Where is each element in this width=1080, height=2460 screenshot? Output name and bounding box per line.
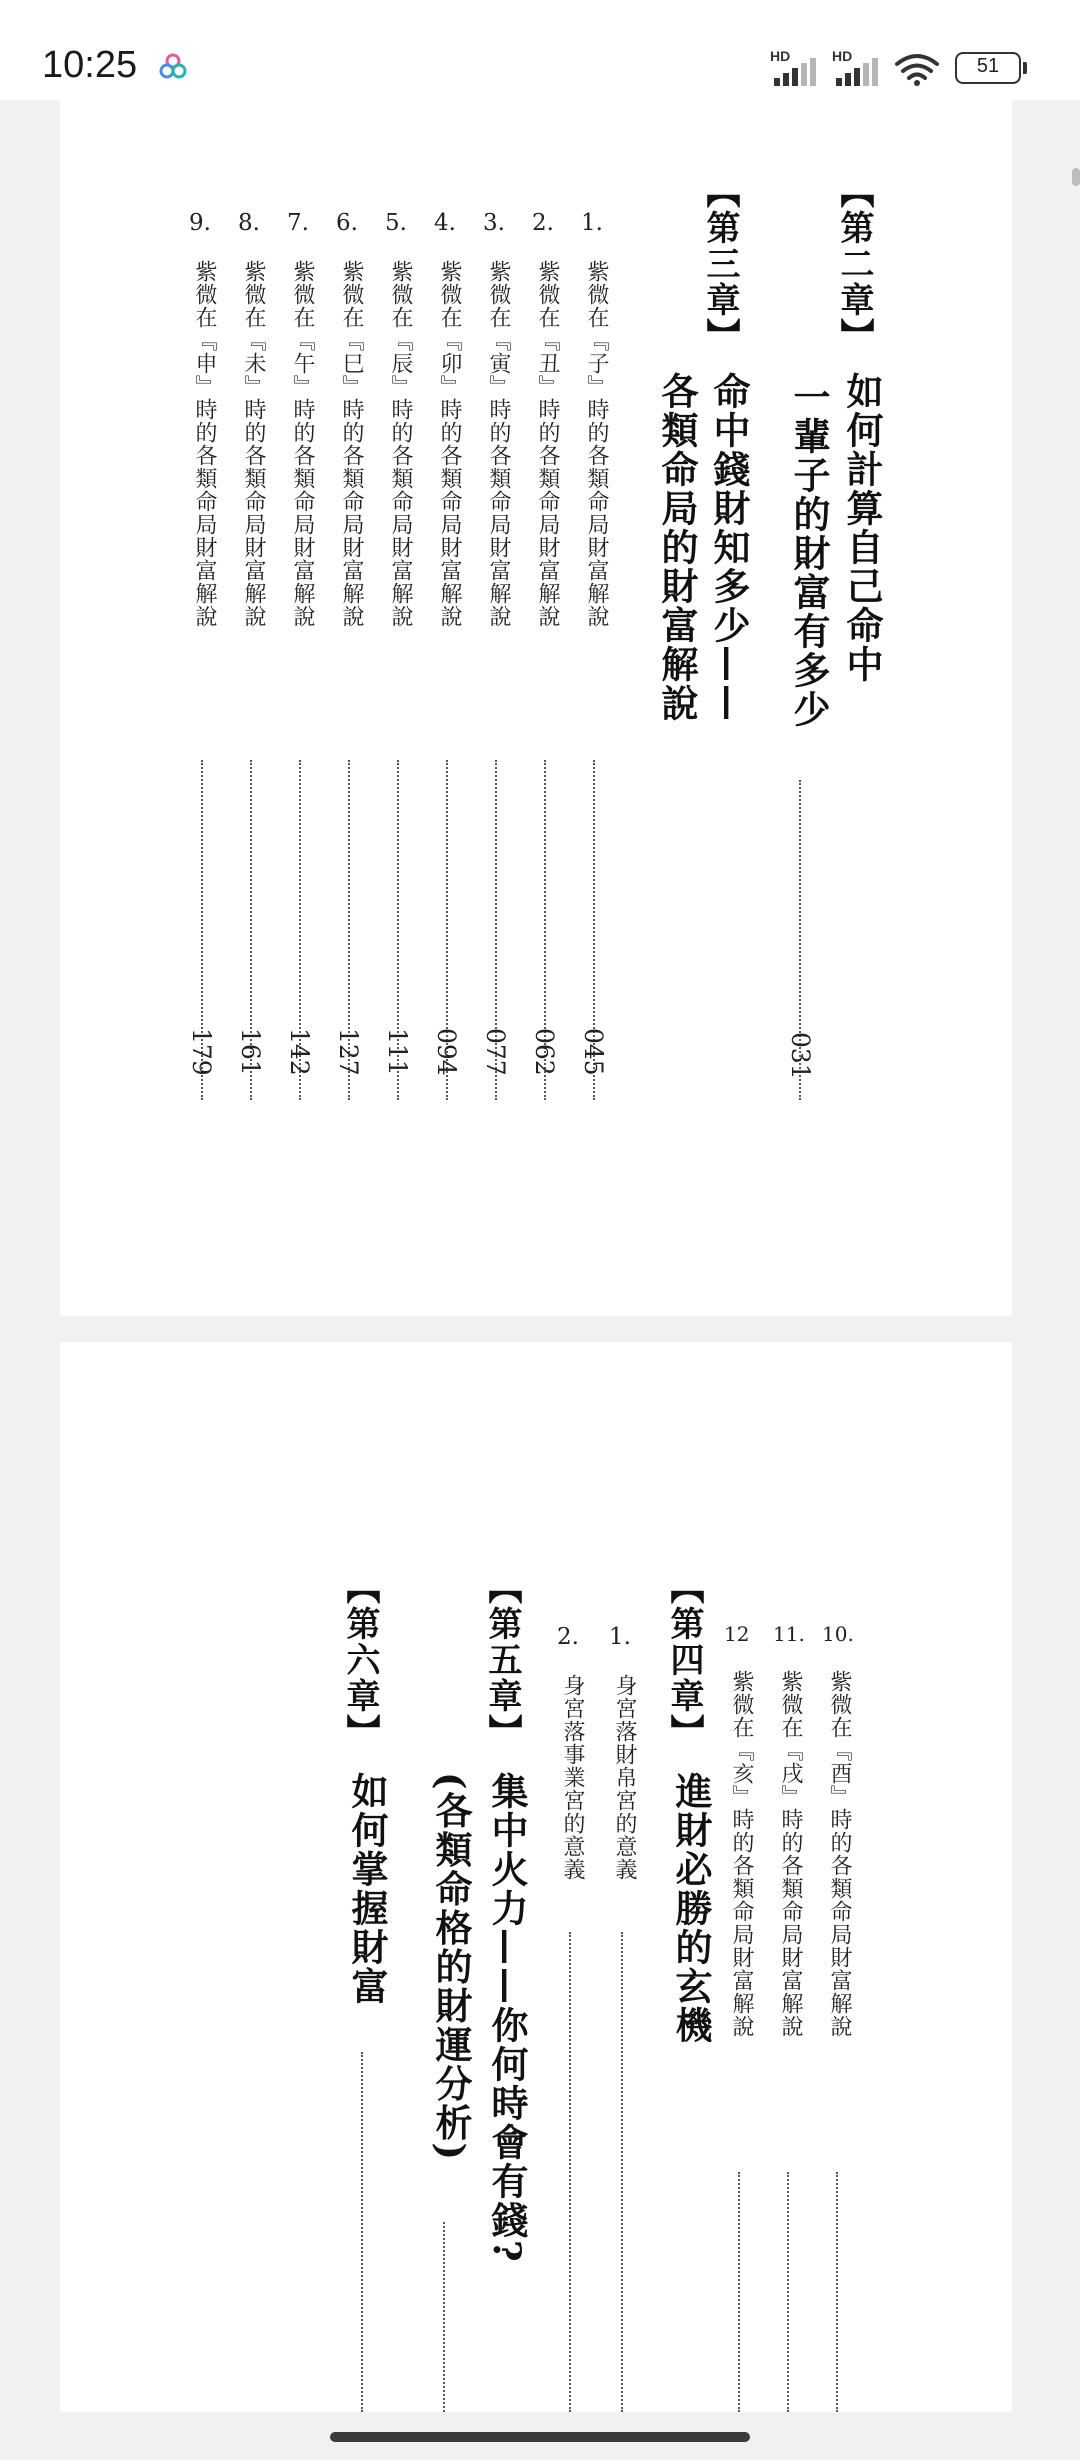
chapter-4-title: 進財必勝的玄機 (669, 1772, 713, 2045)
chapter-4-label: 【第四章】 (664, 1570, 704, 1750)
chapter-3-title-line1: 命中錢財知多少—— (707, 372, 751, 723)
app-notification-icon (158, 52, 188, 82)
wifi-icon (893, 52, 941, 86)
toc-item-page-number: 142 (285, 1028, 314, 1076)
toc-item-text: 紫微在『卯』時的各類命局財富解說 (437, 260, 462, 628)
document-page-1[interactable] (60, 100, 1012, 1316)
toc-item-text: 紫微在『未』時的各類命局財富解說 (241, 260, 266, 628)
status-bar (0, 0, 1080, 100)
toc-item-text: 紫微在『戌』時的各類命局財富解說 (778, 1670, 803, 2038)
toc-item-number: 2. (532, 210, 554, 236)
leader-dots (621, 1932, 623, 2412)
toc-item-text: 身宮落事業宮的意義 (560, 1674, 585, 1881)
toc-item-text: 紫微在『巳』時的各類命局財富解說 (339, 260, 364, 628)
toc-item-page-number: 111 (383, 1028, 412, 1076)
chapter-3-label: 【第三章】 (700, 174, 740, 354)
home-indicator[interactable] (330, 2432, 750, 2442)
chapter-6-label: 【第六章】 (340, 1570, 380, 1750)
scroll-indicator[interactable] (1072, 168, 1080, 186)
chapter-5-label: 【第五章】 (482, 1570, 522, 1750)
toc-item-number: 8. (238, 210, 260, 236)
toc-item-text: 身宮落財帛宮的意義 (612, 1674, 637, 1881)
toc-item-page-number: 045 (579, 1028, 608, 1076)
toc-item-page-number: 161 (236, 1028, 265, 1076)
toc-item-text: 紫微在『亥』時的各類命局財富解說 (729, 1670, 754, 2038)
chapter-2-title-line1: 如何計算自己命中 (840, 372, 884, 684)
document-page-2[interactable] (60, 1342, 1012, 2412)
status-time: 10:25 (42, 44, 138, 86)
chapter-2-title-line2: 一輩子的財富有多少 (787, 378, 831, 729)
toc-item-number: 2. (557, 1624, 579, 1650)
toc-item-text: 紫微在『申』時的各類命局財富解說 (192, 260, 217, 628)
toc-item-page-number: 077 (481, 1028, 510, 1076)
chapter-5-title-line1: 集中火力——你何時會有錢? (485, 1772, 529, 2264)
toc-item-number: 3. (483, 210, 505, 236)
leader-dots (836, 2172, 838, 2412)
toc-item-page-number: 127 (334, 1028, 363, 1076)
toc-item-text: 紫微在『丑』時的各類命局財富解說 (535, 260, 560, 628)
chapter-2-label: 【第二章】 (834, 174, 874, 354)
toc-item-text: 紫微在『午』時的各類命局財富解說 (290, 260, 315, 628)
toc-item-page-number: 094 (432, 1028, 461, 1076)
chapter-2-page-number: 031 (786, 1032, 815, 1080)
toc-item-number: 1. (609, 1624, 631, 1650)
battery-icon: 51 (955, 52, 1021, 84)
toc-item-text: 紫微在『子』時的各類命局財富解說 (584, 260, 609, 628)
toc-item-number: 1. (581, 210, 603, 236)
signal-icon: HD (770, 48, 826, 86)
toc-item-number: 6. (336, 210, 358, 236)
toc-item-number: 11. (773, 1622, 805, 1646)
leader-dots (787, 2172, 789, 2412)
toc-item-number: 9. (189, 210, 211, 236)
toc-item-text: 紫微在『寅』時的各類命局財富解說 (486, 260, 511, 628)
toc-item-number: 5. (385, 210, 407, 236)
toc-item-text: 紫微在『辰』時的各類命局財富解說 (388, 260, 413, 628)
toc-item-page-number: 062 (530, 1028, 559, 1076)
signal-icon: HD (832, 48, 888, 86)
toc-item-page-number: 179 (187, 1028, 216, 1076)
toc-item-number: 10. (822, 1622, 854, 1646)
chapter-3-title-line2: 各類命局的財富解說 (655, 372, 699, 723)
leader-dots (361, 2052, 363, 2412)
chapter-5-title-line2: (各類命格的財運分析) (429, 1772, 473, 2163)
chapter-6-title: 如何掌握財富 (345, 1772, 389, 2006)
toc-item-text: 紫微在『酉』時的各類命局財富解說 (827, 1670, 852, 2038)
leader-dots (738, 2172, 740, 2412)
toc-item-number: 4. (434, 210, 456, 236)
toc-item-number: 12 (724, 1622, 750, 1646)
leader-dots (569, 1932, 571, 2412)
leader-dots (443, 2222, 445, 2412)
toc-item-number: 7. (287, 210, 309, 236)
